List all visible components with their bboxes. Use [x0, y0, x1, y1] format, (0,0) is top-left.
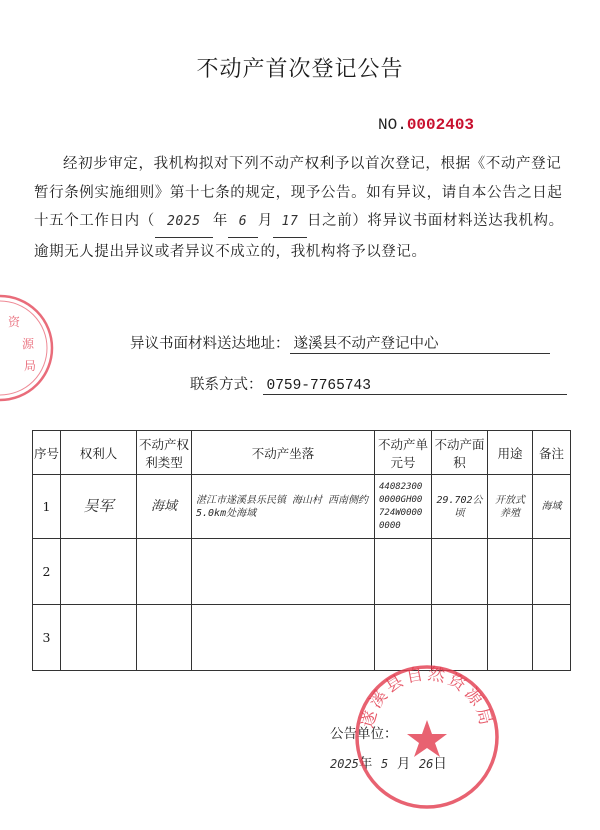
- month-suffix: 月: [396, 756, 411, 772]
- row-unit: [375, 605, 432, 671]
- col-header-no: 序号: [33, 431, 61, 475]
- registration-table: [32, 430, 571, 671]
- official-seal: [352, 662, 502, 812]
- deadline-year: 2025: [166, 214, 201, 229]
- row-holder: [61, 605, 137, 671]
- row-no: 2: [33, 539, 61, 605]
- row-note: [533, 539, 571, 605]
- col-header-note: 备注: [533, 431, 571, 475]
- deadline-day-slot: [273, 207, 307, 238]
- deadline-day: 17: [281, 214, 299, 229]
- col-header-unit: 不动产单元号: [375, 431, 432, 475]
- notice-title: 不动产首次登记公告: [196, 57, 404, 82]
- doc-no-value: 0002403: [406, 116, 475, 134]
- address-label: 异议书面材料送达地址：: [130, 336, 290, 352]
- svg-text:资: 资: [8, 315, 21, 329]
- deadline-month-slot: [228, 207, 258, 238]
- doc-no-prefix: NO.: [378, 116, 407, 134]
- row-type: [137, 605, 192, 671]
- seal-text: 遂溪县自然资源局: [357, 663, 497, 731]
- document-number: [378, 116, 474, 134]
- row-type: 海域: [137, 475, 192, 539]
- row-note: [533, 605, 571, 671]
- publish-day: 26: [418, 757, 434, 771]
- col-header-location: 不动产坐落: [192, 431, 375, 475]
- row-no: 3: [33, 605, 61, 671]
- col-header-use: 用途: [488, 431, 533, 475]
- row-use: 开放式养殖: [488, 475, 533, 539]
- left-partial-seal: [0, 292, 56, 404]
- publish-year: 2025: [330, 757, 359, 771]
- svg-text:源: 源: [22, 337, 35, 351]
- day-suffix: 日: [433, 756, 447, 772]
- row-area: [432, 605, 488, 671]
- row-area: [432, 539, 488, 605]
- row-holder: 吴军: [61, 475, 137, 539]
- row-note: 海域: [533, 475, 571, 539]
- phone-label: 联系方式：: [190, 377, 263, 393]
- row-unit: [375, 539, 432, 605]
- table-header-row: [33, 431, 571, 475]
- deadline-year-suffix: 年: [212, 213, 228, 229]
- col-header-type: 不动产权利类型: [137, 431, 192, 475]
- address-value: 遂溪县不动产登记中心: [290, 332, 550, 354]
- row-area: 29.702公顷: [432, 475, 488, 539]
- notice-body: [34, 150, 574, 266]
- row-use: [488, 605, 533, 671]
- deadline-month: 6: [238, 214, 248, 229]
- contact-row: [190, 373, 567, 395]
- row-location: 湛江市遂溪县乐民镇 海山村 西南侧约5.0km处海域: [192, 475, 375, 539]
- row-no: 1: [33, 475, 61, 539]
- para-tail: 日之前）将异议书面材料送达我机构。逾期无人提出异议或者异议不成立的，我机构将予以登记。: [34, 213, 564, 260]
- publish-month: 5: [381, 757, 389, 771]
- deadline-month-suffix: 月: [257, 213, 274, 229]
- table-row: [33, 539, 571, 605]
- svg-text:局: 局: [24, 359, 37, 373]
- publisher-unit: 公告单位：: [330, 726, 398, 742]
- row-type: [137, 539, 192, 605]
- row-unit: 440823000000GH00724W00000000: [375, 475, 432, 539]
- row-location: [192, 605, 375, 671]
- para-lead: 经初步审定，我机构拟对下列不动产权利予以首次登记，根据《不动产登记暂行条例实施细则》第十七条的规定，现予公告。如有异议，请自本公告之日起十五个工作日内（: [34, 156, 563, 229]
- phone-value: 0759-7765743: [263, 378, 567, 395]
- col-header-area: 不动产面积: [432, 431, 488, 475]
- table-row: [33, 475, 571, 539]
- row-use: [488, 539, 533, 605]
- objection-address-row: [130, 332, 550, 354]
- table-row: [33, 605, 571, 671]
- seal-star-icon: [407, 720, 447, 757]
- deadline-year-slot: [155, 207, 213, 238]
- row-location: [192, 539, 375, 605]
- col-header-holder: 权利人: [61, 431, 137, 475]
- row-holder: [61, 539, 137, 605]
- year-suffix: 年: [358, 756, 373, 772]
